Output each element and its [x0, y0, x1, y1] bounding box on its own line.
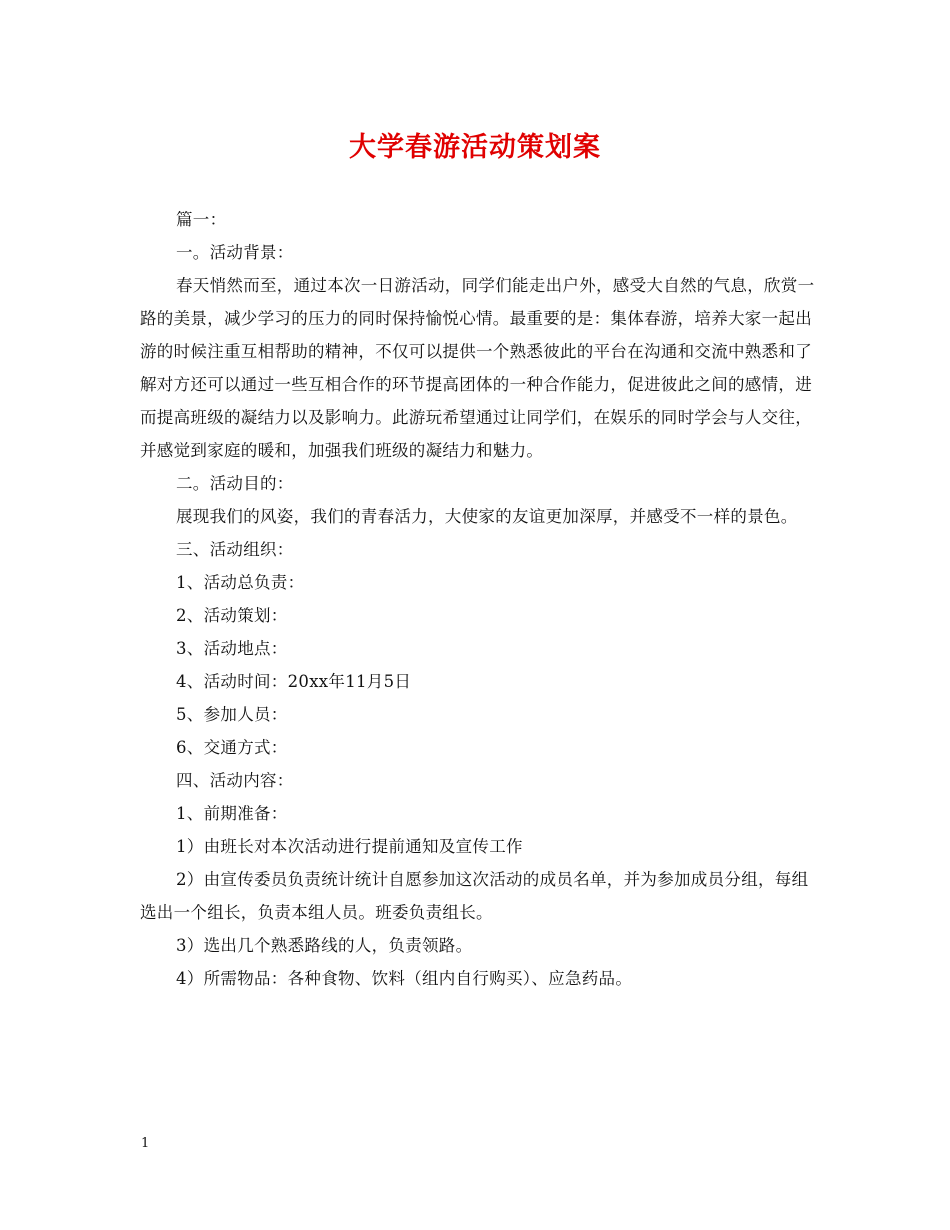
item-participants: 5、参加人员： — [176, 705, 288, 724]
heading-activity-purpose: 二。活动目的： — [176, 474, 294, 493]
paragraph-activity-purpose: 展现我们的风姿，我们的青春活力，大使家的友谊更加深厚，并感受不一样的景色。 — [176, 507, 798, 526]
item-preparation: 1、前期准备： — [176, 804, 288, 823]
item-activity-location: 3、活动地点： — [176, 639, 288, 658]
item-activity-planning: 2、活动策划： — [176, 606, 288, 625]
preparation-step-2: 2）由宣传委员负责统计统计自愿参加这次活动的成员名单，并为参加成员分组，每组选出一个组长，负责本组人员。班委负责组长。 — [140, 870, 809, 922]
section-label-part-one: 篇一： — [176, 210, 227, 229]
heading-activity-content: 四、活动内容： — [176, 771, 294, 790]
item-activity-time: 4、活动时间：20xx年11月5日 — [176, 672, 412, 691]
heading-activity-organization: 三、活动组织： — [176, 540, 294, 559]
document-body — [140, 203, 820, 995]
preparation-step-4: 4）所需物品：各种食物、饮料（组内自行购买）、应急药品。 — [176, 969, 633, 988]
page-number: 1 — [141, 1136, 150, 1151]
preparation-step-1: 1）由班长对本次活动进行提前通知及宣传工作 — [176, 837, 523, 856]
paragraph-activity-background: 春天悄然而至，通过本次一日游活动，同学们能走出户外，感受大自然的气息，欣赏一路的美景，减少学习的压力的同时保持愉悦心情。最重要的是：集体春游，培养大家一起出游的时候注重互相帮助的精神，不仅可以提供一个熟悉彼此的平台在沟通和交流中熟悉和了解对方还可以通过一些互相合作的环节提高团体的一种合作能力，促进彼此之间的感情，进而提高班级的凝结力以及影响力。此游玩希望通过让同学们，在娱乐的同时学会与人交往，并感觉到家庭的暖和，加强我们班级的凝结力和魅力。 — [140, 276, 815, 460]
document-title: 大学春游活动策划案 — [349, 132, 601, 163]
item-general-leader: 1、活动总负责： — [176, 573, 305, 592]
item-transportation: 6、交通方式： — [176, 738, 288, 757]
heading-activity-background: 一。活动背景： — [176, 243, 294, 262]
preparation-step-3: 3）选出几个熟悉路线的人，负责领路。 — [176, 936, 473, 955]
